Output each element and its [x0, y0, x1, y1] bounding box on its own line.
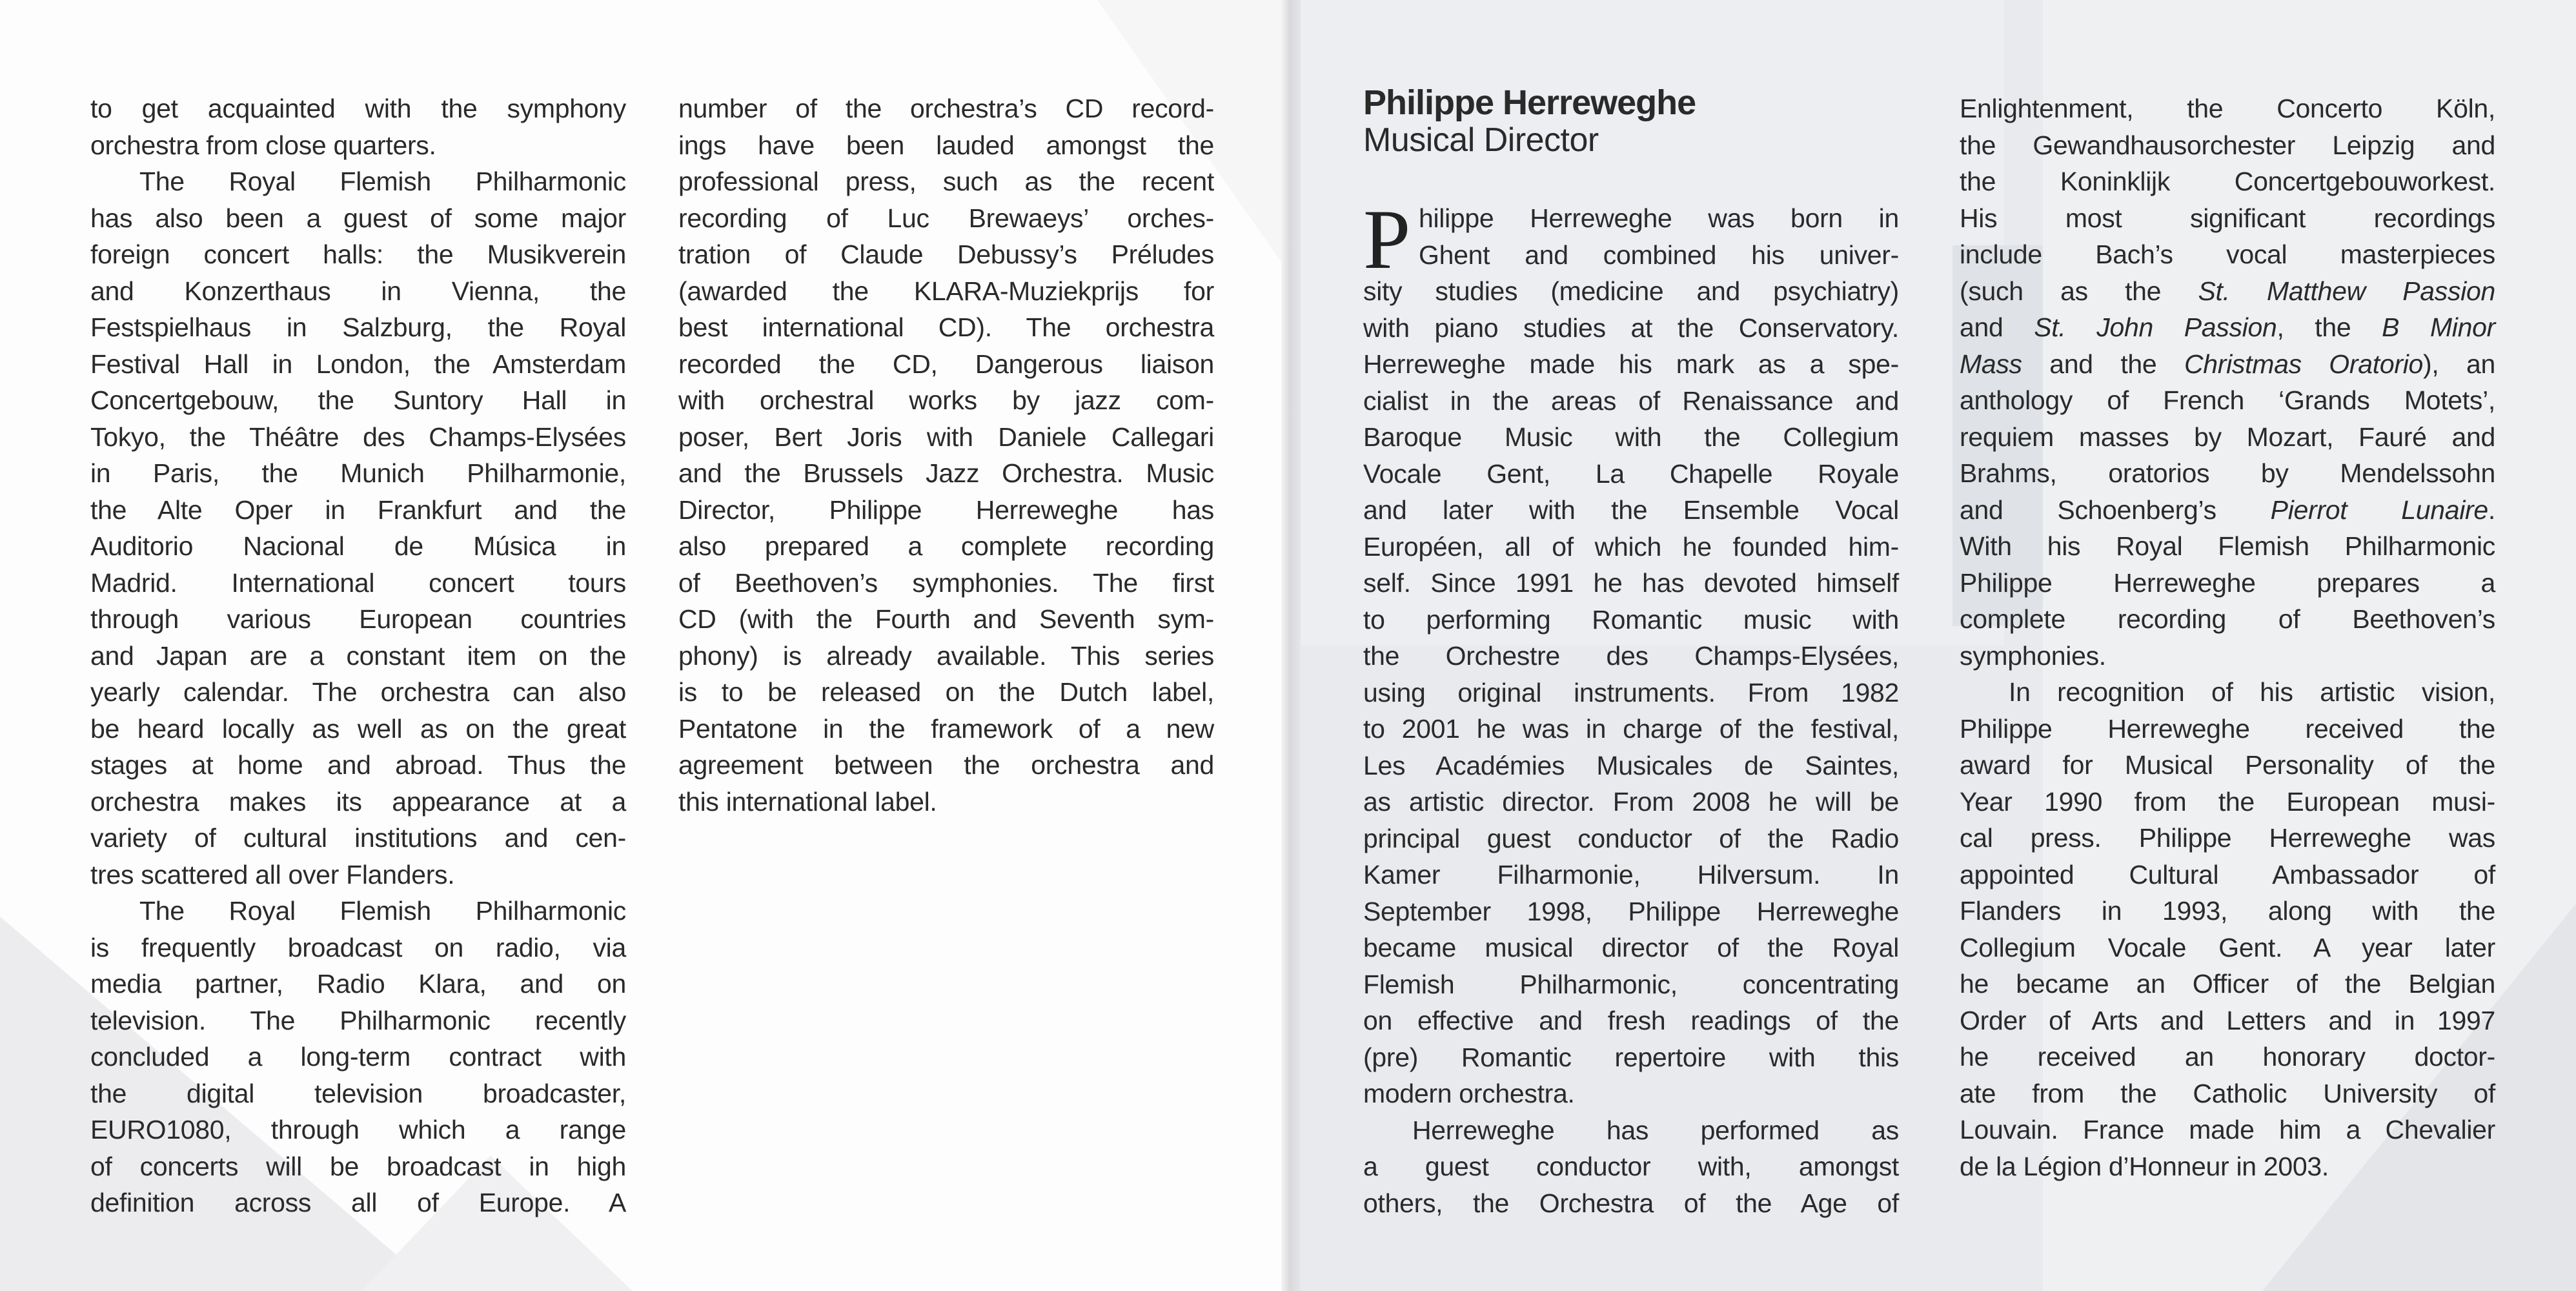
italic-title: B Minor [2382, 312, 2495, 342]
text-line: Les Académies Musicales de Saintes, [1363, 750, 1899, 780]
italic-title: Pierrot Lunaire [2270, 494, 2488, 525]
text-line: (awarded the KLARA-Muziekprijs for [678, 276, 1214, 306]
text-line: the Koninklijk Concertgebouworkest. [1960, 167, 2495, 196]
text-line: cialist in the areas of Renaissance and [1363, 385, 1899, 416]
text-line: this international label. [678, 786, 937, 817]
text-line: ings have been lauded amongst the [678, 130, 1214, 160]
text-line: be heard locally as well as on the great [90, 713, 626, 744]
text-line: EURO1080, through which a range [90, 1115, 626, 1144]
text-segment: . [2488, 494, 2495, 525]
text-line: include Bach’s vocal masterpieces [1960, 239, 2495, 269]
text-line: the Gewandhausorchester Leipzig and [1960, 130, 2495, 160]
text-line: Philippe Herreweghe prepares a [1960, 567, 2495, 598]
text-line: complete recording of Beethoven’s [1960, 604, 2495, 634]
text-line: the Alte Oper in Frankfurt and the [90, 494, 626, 525]
text-line: de la Légion d’Honneur in 2003. [1960, 1151, 2329, 1181]
text-line: Ghent and combined his univer- [1419, 239, 1899, 270]
text-line: Year 1990 from the European musi- [1960, 786, 2495, 817]
text-line [1960, 273, 2495, 310]
text-line: Madrid. International concert tours [90, 567, 626, 598]
text-line: cal press. Philippe Herreweghe was [1960, 823, 2495, 853]
text-line: The Royal Flemish Philharmonic [139, 896, 626, 926]
text-segment: , the [2277, 312, 2382, 342]
text-line: Herreweghe has performed as [1412, 1115, 1899, 1145]
text-line: using original instruments. From 1982 [1363, 677, 1899, 707]
text-line: sity studies (medicine and psychiatry) [1363, 276, 1899, 306]
text-line: is frequently broadcast on radio, via [90, 932, 626, 962]
text-line: requiem masses by Mozart, Fauré and [1960, 422, 2495, 452]
text-line: recording of Luc Brewaeys’ orches- [678, 203, 1214, 233]
text-line: number of the orchestra’s CD record- [678, 94, 1214, 123]
text-line: Louvain. France made him a Chevalier [1960, 1115, 2495, 1144]
text-line: to get acquainted with the symphony [90, 94, 626, 123]
text-line: Européen, all of which he founded him- [1363, 531, 1899, 562]
text-line: symphonies. [1960, 640, 2106, 671]
text-line: CD (with the Fourth and Seventh sym- [678, 604, 1214, 634]
text-line: became musical director of the Royal [1363, 933, 1899, 962]
text-line: Herreweghe made his mark as a spe- [1363, 349, 1899, 379]
text-line [1960, 492, 2495, 529]
text-line: In recognition of his artistic vision, [2009, 677, 2495, 707]
text-line: Pentatone in the framework of a new [678, 713, 1214, 744]
text-line: recorded the CD, Dangerous liaison [678, 349, 1214, 379]
text-line: Festspielhaus in Salzburg, the Royal [90, 312, 626, 342]
text-line: Philippe Herreweghe received the [1960, 713, 2495, 744]
text-line: concluded a long-term contract with [90, 1042, 626, 1072]
text-line: of Beethoven’s symphonies. The first [678, 567, 1214, 598]
text-line: foreign concert halls: the Musikverein [90, 239, 626, 269]
text-line: Flemish Philharmonic, concentrating [1363, 969, 1899, 999]
text-line: to 2001 he was in charge of the festival, [1363, 714, 1899, 744]
text-line: Festival Hall in London, the Amsterdam [90, 349, 626, 379]
italic-title: St. Matthew Passion [2198, 276, 2495, 306]
italic-title: Christmas Oratorio [2184, 349, 2424, 379]
text-column-1 [90, 90, 626, 1221]
text-line: appointed Cultural Ambassador of [1960, 859, 2495, 889]
text-line: With his Royal Flemish Philharmonic [1960, 531, 2495, 561]
text-line: agreement between the orchestra and [678, 750, 1214, 780]
text-line: Kamer Filharmonie, Hilversum. In [1363, 860, 1899, 889]
italic-title: Mass [1960, 349, 2022, 379]
text-line: with orchestral works by jazz com- [678, 385, 1214, 415]
text-line: stages at home and abroad. Thus the [90, 750, 626, 780]
text-line: tres scattered all over Flanders. [90, 859, 455, 889]
text-line: Director, Philippe Herreweghe has [678, 494, 1214, 525]
text-line: award for Musical Personality of the [1960, 750, 2495, 780]
text-line: as artistic director. From 2008 he will be [1363, 787, 1899, 817]
text-line: and later with the Ensemble Vocal [1363, 495, 1899, 525]
text-line: ate from the Catholic University of [1960, 1078, 2495, 1108]
text-line: definition across all of Europe. A [90, 1188, 626, 1217]
text-line: orchestra from close quarters. [90, 130, 436, 160]
text-line: Enlightenment, the Concerto Köln, [1960, 94, 2495, 123]
text-line: the digital television broadcaster, [90, 1078, 626, 1108]
text-line: orchestra makes its appearance at a [90, 786, 626, 817]
text-line: with piano studies at the Conservatory. [1363, 312, 1899, 343]
text-segment: and the [2022, 349, 2184, 379]
text-segment: and [1960, 312, 2034, 342]
text-line: is to be released on the Dutch label, [678, 677, 1214, 707]
text-line: principal guest conductor of the Radio [1363, 823, 1899, 853]
text-line: Collegium Vocale Gent. A year later [1960, 932, 2495, 962]
text-segment: and Schoenberg’s [1960, 494, 2271, 525]
drop-cap: P [1363, 192, 1411, 287]
text-line: and Japan are a constant item on the [90, 640, 626, 671]
text-segment: ), an [2423, 349, 2495, 379]
text-line: Concertgebouw, the Suntory Hall in [90, 385, 626, 415]
text-line: professional press, such as the recent [678, 167, 1214, 196]
text-line: Tokyo, the Théâtre des Champs-Elysées [90, 422, 626, 452]
section-subheading: Musical Director [1363, 121, 1599, 159]
text-line: of concerts will be broadcast in high [90, 1151, 626, 1181]
text-line: has also been a guest of some major [90, 203, 626, 233]
text-line: the Orchestre des Champs-Elysées, [1363, 641, 1899, 671]
text-line: in Paris, the Munich Philharmonie, [90, 458, 626, 488]
text-line: modern orchestra. [1363, 1079, 1575, 1108]
text-line: best international CD). The orchestra [678, 312, 1214, 342]
text-line: others, the Orchestra of the Age of [1363, 1188, 1899, 1218]
text-line: yearly calendar. The orchestra can also [90, 677, 626, 707]
book-gutter [1281, 0, 1301, 1291]
section-header [1363, 84, 1899, 159]
text-column-2 [678, 90, 1214, 820]
text-line: tration of Claude Debussy’s Préludes [678, 239, 1214, 269]
text-line: The Royal Flemish Philharmonic [139, 167, 626, 196]
text-line: Order of Arts and Letters and in 1997 [1960, 1005, 2495, 1035]
text-line: phony) is already available. This series [678, 640, 1214, 671]
text-line: on effective and fresh readings of the [1363, 1006, 1899, 1035]
text-line: Flanders in 1993, along with the [1960, 896, 2495, 926]
text-line: hilippe Herreweghe was born in [1419, 203, 1899, 233]
text-line: also prepared a complete recording [678, 531, 1214, 561]
text-line: His most significant recordings [1960, 203, 2495, 233]
text-line: poser, Bert Joris with Daniele Callegari [678, 422, 1214, 452]
text-line: to performing Romantic music with [1363, 604, 1899, 635]
text-line: Vocale Gent, La Chapelle Royale [1363, 458, 1899, 489]
text-column-3 [1363, 192, 1899, 1221]
text-line: Brahms, oratorios by Mendelssohn [1960, 458, 2495, 488]
text-line: television. The Philharmonic recently [90, 1005, 626, 1035]
text-line: he received an honorary doctor- [1960, 1042, 2495, 1072]
text-line: anthology of French ‘Grands Motets’, [1960, 385, 2495, 415]
italic-title: St. John Passion [2034, 312, 2277, 342]
text-line: he became an Officer of the Belgian [1960, 969, 2495, 999]
text-line: through various European countries [90, 604, 626, 634]
text-line: and Konzerthaus in Vienna, the [90, 276, 626, 306]
text-line: media partner, Radio Klara, and on [90, 969, 626, 999]
text-line: September 1998, Philippe Herreweghe [1363, 896, 1899, 926]
text-segment: (such as the [1960, 276, 2198, 306]
text-line [1960, 309, 2495, 346]
text-line: a guest conductor with, amongst [1363, 1152, 1899, 1181]
text-line: (pre) Romantic repertoire with this [1363, 1042, 1899, 1072]
text-line [1960, 346, 2495, 383]
text-line: self. Since 1991 he has devoted himself [1363, 568, 1899, 598]
text-line: Baroque Music with the Collegium [1363, 422, 1899, 452]
text-line: and the Brussels Jazz Orchestra. Music [678, 458, 1214, 488]
text-line: Auditorio Nacional de Música in [90, 531, 626, 561]
section-heading: Philippe Herreweghe [1363, 83, 1696, 122]
text-column-4 [1960, 90, 2495, 1184]
text-line: variety of cultural institutions and cen- [90, 823, 626, 853]
